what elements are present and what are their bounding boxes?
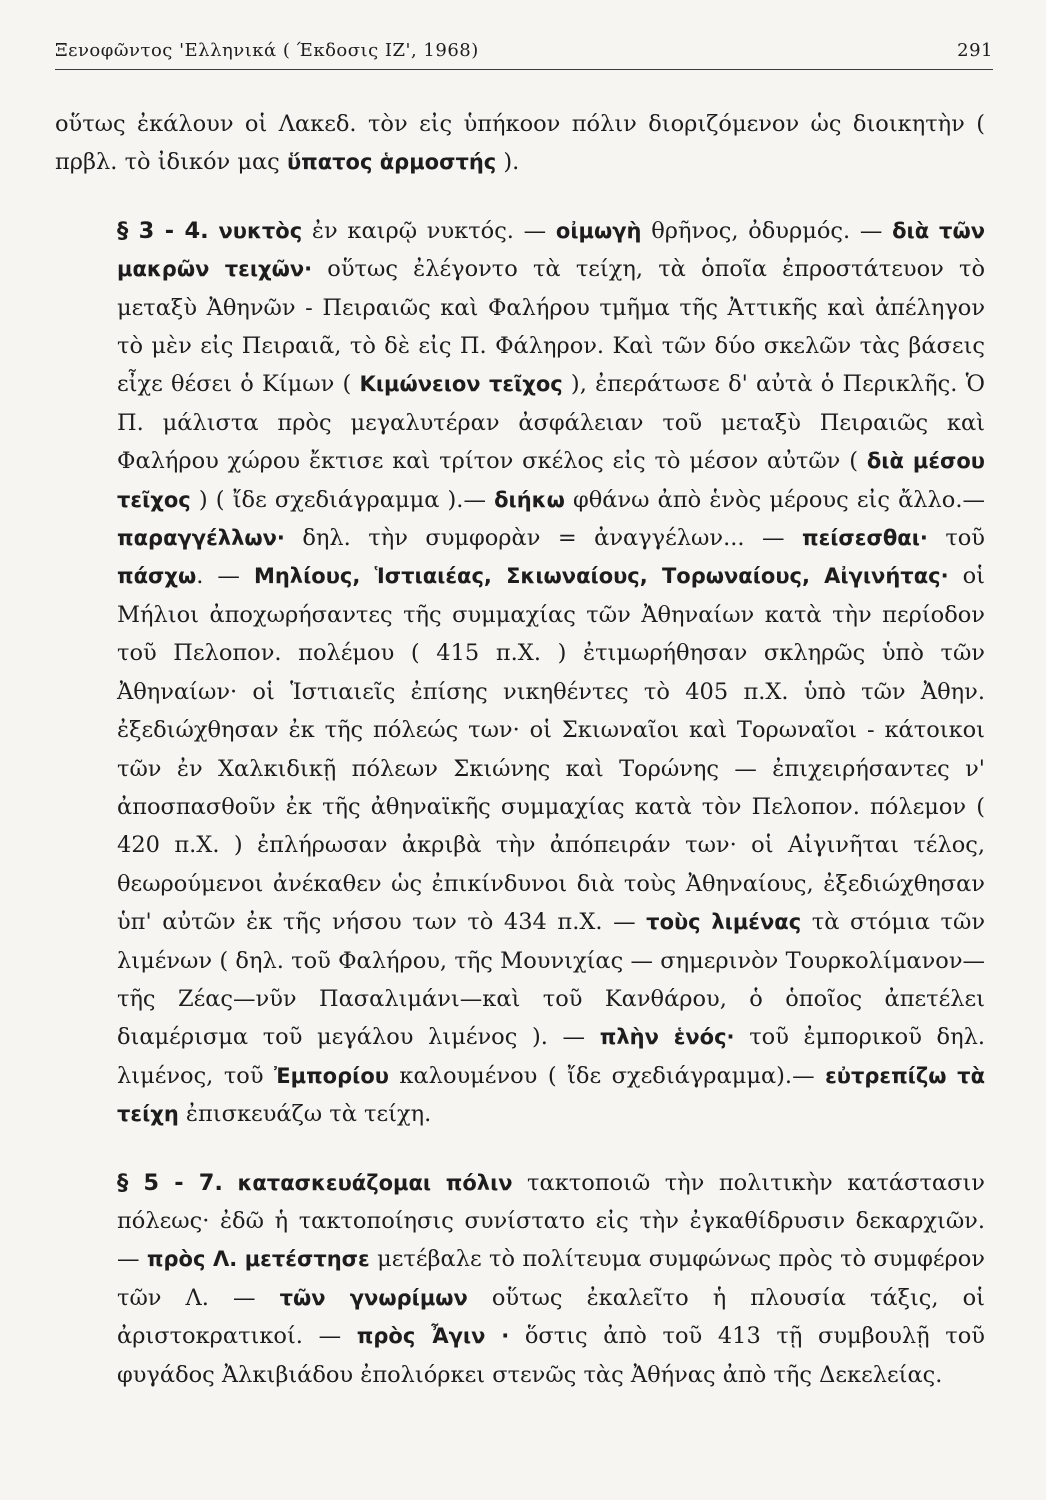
commentary-text — [55, 105, 985, 1394]
text-run: τοῦ — [927, 525, 985, 552]
text-run: οἱ Μήλιοι ἀποχωρήσαντες τῆς συμμαχίας τῶν Ἀθηναίων κατὰ τὴν περίοδον τοῦ Πελοπον. πολέμου ( 415 π.Χ. ) ἐτιμωρήθησαν σκληρῶς ὑπὸ τῶν Ἀθηναίων· οἱ Ἱστιαιεῖς ἐπίσης νικηθέντες τὸ 405 π.Χ. ὑπὸ τῶν Ἀθην. ἐξεδιώχθησαν ἐκ τῆς πόλεώς των· οἱ Σκιωναῖοι καὶ Τορωναῖοι - κάτοικοι τῶν ἐν Χαλκιδικῇ πόλεων Σκιώνης καὶ Τορώνης — ἐπιχειρήσαντες ν' ἀποσπασθοῦν ἐκ τῆς ἀθηναϊκῆς συμμαχίας κατὰ τὸν Πελοπον. πόλεμον ( 420 π.Χ. ) ἐπλήρωσαν ἀκριβὰ τὴν ἀπόπειράν των· οἱ Αἰγινῆται τέλος, θεωρούμενοι ἀνέκαθεν ὡς ἐπικίνδυνοι διὰ τοὺς Ἀθηναίους, ἐξεδιώχθησαν ὑπ' αὐτῶν ἐκ τῆς νήσου των τὸ 434 π.Χ. — — [117, 563, 985, 936]
text-run: τὰ στόμια τῶν λιμένων ( δηλ. τοῦ Φαλήρου, τῆς Μουνιχίας — σημερινὸν Τουρκολίμανον—τῆς Ζέας—νῦν Πασαλιμάνι—καὶ τοῦ Κανθάρου, ὁ ὁποῖος ἀπετέλει διαμέρισμα τοῦ μεγάλου λιμένος ). — — [117, 909, 985, 1051]
text-run: φθάνω ἀπὸ ἑνὸς μέρους εἰς ἄλλο.— — [564, 486, 985, 513]
lemma: διὰ τῶν μακρῶν τειχῶν· — [117, 218, 986, 282]
lemma: πάσχω — [117, 564, 197, 589]
text-run: καλουμένου ( ἴδε σχεδιάγραμμα).— — [388, 1062, 826, 1089]
paragraph-continuation — [55, 105, 985, 182]
lemma: διήκω — [494, 487, 565, 512]
lemma: παραγγέλλων· — [117, 526, 285, 551]
text-run: ), ἐπεράτωσε δ' αὐτὰ ὁ Περικλῆς. Ὁ Π. μάλιστα πρὸς μεγαλυτέραν ἀσφάλειαν τοῦ μεταξὺ Πειραιῶς καὶ Φαλήρου χώρου ἔκτισε καὶ τρίτον σκέλος εἰς τὸ μέσον αὐτῶν ( — [117, 371, 985, 475]
text-run: οὕτως ἐλέγοντο τὰ τείχη, τὰ ὁποῖα ἐπροστάτευον τὸ μεταξὺ Ἀθηνῶν - Πειραιῶς καὶ Φαλήρου τμῆμα τῆς Ἀττικῆς καὶ ἀπέληγον τὸ μὲν εἰς Πειραιᾶ, τὸ δὲ εἰς Π. Φάληρον. Καὶ τῶν δύο σκελῶν τὰς βάσεις εἶχε θέσει ὁ Κίμων ( — [117, 256, 985, 398]
text-run: . — — [196, 563, 254, 590]
paragraph-section-3-4 — [55, 212, 985, 1134]
lemma: πείσεσθαι· — [801, 526, 928, 551]
lemma: κατασκευάζομαι πόλιν — [237, 1170, 513, 1195]
page-number: 291 — [957, 40, 993, 61]
lemma: Κιμώνειον τεῖχος — [359, 372, 563, 397]
text-run: οὕτως ἐκάλουν οἱ Λακεδ. τὸν εἰς ὑπήκοον πόλιν διοριζόμενον ὡς διοικητὴν ( πρβλ. τὸ ἰδικόν μας — [55, 111, 985, 176]
text-run: ἐν καιρῷ νυκτός. — — [302, 217, 556, 244]
lemma: Ἐμπορίου — [274, 1063, 389, 1088]
text-run: οὕτως ἐκαλεῖτο ἡ πλουσία τάξις, οἱ ἀριστοκρατικοί. — — [117, 1284, 985, 1350]
text-run: ). — [496, 149, 520, 176]
lemma: διὰ μέσου τεῖχος — [117, 449, 985, 512]
lemma: πλὴν ἑνός· — [599, 1025, 735, 1050]
text-run: τοῦ ἐμπορικοῦ δηλ. λιμένος, τοῦ — [117, 1024, 985, 1089]
lemma: πρὸς Ἆγιν · — [356, 1324, 510, 1349]
text-run: ἐπισκευάζω τὰ τείχη. — [178, 1101, 432, 1128]
running-title: Ξενοφῶντος 'Ελληνικά ( Έκδοσις ΙΖ', 1968) — [55, 40, 479, 61]
lemma: ὕπατος ἁρμοστής — [286, 150, 497, 175]
text-run: θρῆνος, ὀδυρμός. — — [641, 217, 893, 244]
lemma: Μηλίους, Ἱστιαιέας, Σκιωναίους, Τορωναίους, Αἰγινήτας· — [253, 564, 949, 589]
text-run: μετέβαλε τὸ πολίτευμα συμφώνως πρὸς τὸ συμφέρον τῶν Λ. — — [117, 1246, 985, 1311]
running-header — [55, 40, 993, 70]
section-marker: § 5 - 7. — [117, 1169, 223, 1196]
section-marker: § 3 - 4. — [117, 217, 209, 244]
text-run: τακτοποιῶ τὴν πολιτικὴν κατάστασιν πόλεως· ἐδῶ ἡ τακτοποίησις συνίστατο εἰς τὴν ἐγκαθίδρυσιν δεκαρχιῶν. — — [117, 1169, 985, 1273]
lemma: τῶν γνωρίμων — [279, 1285, 468, 1310]
text-run: ὅστις ἀπὸ τοῦ 413 τῇ συμβουλῇ τοῦ φυγάδος Ἀλκιβιάδου ἐπολιόρκει στενῶς τὰς Ἀθήνας ἀπὸ τῆς Δεκελείας. — [117, 1323, 985, 1388]
lemma: οἰμωγὴ — [555, 218, 642, 243]
paragraph-section-5-7 — [55, 1164, 985, 1394]
lemma: νυκτὸς — [218, 218, 303, 243]
lemma: τοὺς λιμένας — [646, 910, 802, 935]
text-run: δηλ. τὴν συμφορὰν = ἀναγγέλων... — — [284, 525, 802, 552]
lemma: εὐτρεπίζω τὰ τείχη — [117, 1063, 986, 1127]
text-run: ) ( ἴδε σχεδιάγραμμα ).— — [190, 486, 495, 513]
lemma: πρὸς Λ. μετέστησε — [146, 1247, 370, 1272]
